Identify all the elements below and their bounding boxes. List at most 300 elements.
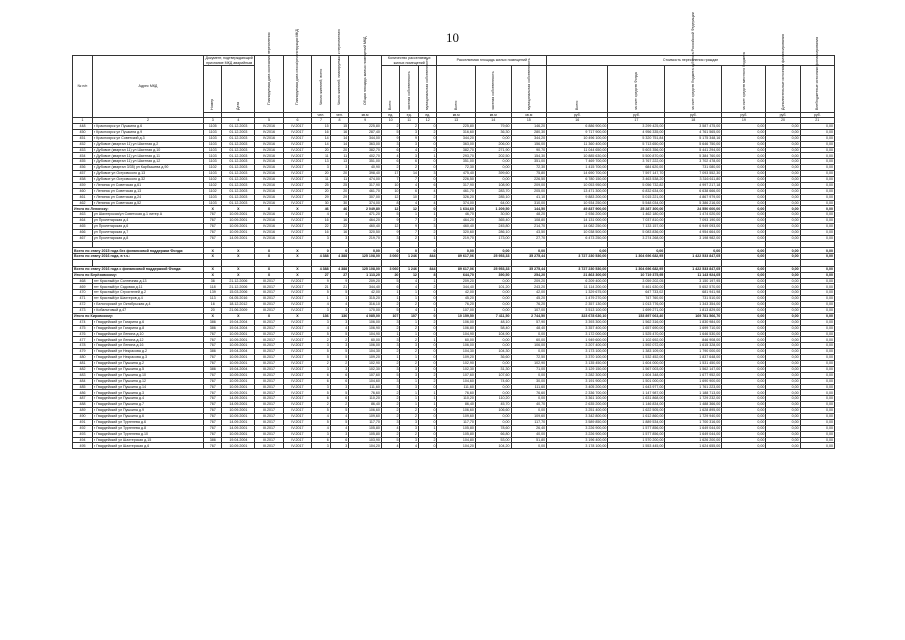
row-cell: 139 — [203, 290, 222, 296]
row-cell: IV.2017 — [283, 361, 311, 367]
row-cell: 3 207 400,00 — [547, 343, 608, 349]
row-cell: 0,00 — [766, 182, 800, 188]
row-cell: 72,30 — [511, 165, 547, 171]
subtotal-cell: 46 — [312, 206, 331, 212]
row-cell: 106,00 — [349, 343, 382, 349]
row-cell: 0,00 — [766, 361, 800, 367]
row-cell: 104,90 — [437, 331, 475, 337]
row-cell: 109,60 — [511, 414, 547, 420]
empty-cell — [547, 241, 608, 248]
row-cell: 0,00 — [766, 349, 800, 355]
subtotal-cell: 46 — [330, 206, 349, 212]
row-number: 479 — [73, 349, 93, 355]
subtotal-cell: 0,00 — [722, 206, 766, 212]
row-cell: 0,00 — [800, 325, 834, 331]
row-cell: 21.12.2006 — [222, 278, 255, 284]
row-cell: 315,20 — [349, 296, 382, 302]
row-cell: 104,60 — [437, 378, 475, 384]
row-cell: 0,00 — [800, 408, 834, 414]
row-number: 485 — [73, 384, 93, 390]
row-cell: 0 — [418, 443, 437, 449]
row-cell: 767 — [203, 331, 222, 337]
row-cell: 4 — [400, 200, 419, 206]
row-cell: 0 — [418, 302, 437, 308]
column-number: 13 — [437, 118, 475, 124]
row-cell: 767 — [203, 372, 222, 378]
row-cell: 9 — [330, 278, 349, 284]
row-cell: IV.2017 — [283, 218, 311, 224]
row-cell: 01.12.2003 — [222, 141, 255, 147]
row-cell: 0,00 — [766, 290, 800, 296]
row-cell: 0,00 — [722, 408, 766, 414]
empty-cell — [312, 260, 331, 267]
row-cell: 111,60 — [437, 384, 475, 390]
subtotal-cell: 11 143 924,05 — [665, 272, 722, 278]
subtotal-cell: 2 049,80 — [349, 206, 382, 212]
row-cell: 64,00 — [475, 200, 511, 206]
row-cell: 767 — [203, 425, 222, 431]
row-cell: III.2017 — [255, 337, 283, 343]
column-number: 7 — [312, 118, 331, 124]
row-cell: IV.2017 — [283, 349, 311, 355]
row-cell: 3 282 300,00 — [547, 372, 608, 378]
unit-people: чел. — [312, 112, 331, 118]
row-cell: 104,20 — [437, 443, 475, 449]
row-cell: III.2017 — [255, 384, 283, 390]
row-cell: 11 — [312, 153, 331, 159]
row-cell: 6 — [400, 159, 419, 165]
row-cell: 1 949 600,00 — [547, 337, 608, 343]
row-cell: 5 — [312, 355, 331, 361]
row-cell: 0,00 — [722, 402, 766, 408]
empty-cell — [203, 241, 222, 248]
row-cell: 1 — [418, 212, 437, 218]
row-cell: 45,20 — [511, 296, 547, 302]
row-cell: 71,00 — [511, 366, 547, 372]
row-cell: 0,00 — [800, 378, 834, 384]
row-address: г Дубовое (квартал 3/35) ул Карбышева д.90 — [92, 165, 203, 171]
row-address: г Ленинск ул Советская д.24 — [92, 194, 203, 200]
row-number: 492 — [73, 425, 93, 431]
row-cell: 31,30 — [475, 366, 511, 372]
row-cell: 3 — [312, 443, 331, 449]
row-number: 453 — [73, 147, 93, 153]
row-cell: 0,00 — [766, 343, 800, 349]
row-cell: 14.09.2001 — [222, 419, 255, 425]
row-cell: 0,00 — [722, 123, 766, 129]
row-cell: 170,00 — [349, 307, 382, 313]
row-cell: 3 — [400, 141, 419, 147]
row-cell: 0,00 — [800, 414, 834, 420]
row-address: г Дубовое (квартал 11) ул Шахтная д.10 — [92, 147, 203, 153]
row-cell: IV.2017 — [283, 235, 311, 241]
empty-cell — [608, 241, 665, 248]
row-cell: 3 316 611,80 — [665, 176, 722, 182]
unit-m2: кв.м — [475, 112, 511, 118]
row-cell: 20 — [312, 188, 331, 194]
row-cell: IV.2016 — [255, 129, 283, 135]
row-cell: 106,00 — [437, 343, 475, 349]
row-cell: 6 — [312, 372, 331, 378]
row-number: 451 — [73, 135, 93, 141]
row-cell: 40,00 — [511, 431, 547, 437]
row-cell: IV.2016 — [255, 171, 283, 177]
row-cell: 0,00 — [766, 218, 800, 224]
row-cell: 72,50 — [511, 355, 547, 361]
row-address: ул Пролетарская д.8 — [92, 235, 203, 241]
row-address: г Гвардейский ул Пушкина д.3 — [92, 390, 203, 396]
subtotal-cell: 1 634,60 — [437, 206, 475, 212]
row-cell: 0,00 — [800, 366, 834, 372]
row-cell: 317,90 — [437, 182, 475, 188]
subtotal-label: Всего по этапу 2016 года, в т.ч.: — [73, 254, 204, 260]
row-cell: 3 — [330, 384, 349, 390]
row-cell: 146,20 — [511, 123, 547, 129]
row-cell: 0,00 — [475, 290, 511, 296]
row-number: 462 — [73, 200, 93, 206]
row-cell: 11 — [330, 153, 349, 159]
row-cell: 14 — [330, 141, 349, 147]
row-cell: 1 690 900,00 — [665, 378, 722, 384]
row-cell: 10 — [381, 182, 400, 188]
document-sheet — [72, 12, 835, 449]
row-cell: 0,00 — [800, 372, 834, 378]
row-cell: 219,70 — [349, 235, 382, 241]
subtotal-cell: 107 — [400, 313, 419, 319]
row-cell: 0 — [418, 159, 437, 165]
subtotal-cell: X — [222, 313, 255, 319]
row-cell: 1 — [312, 296, 331, 302]
row-address: г Ленинск ул Советская д.13 — [92, 188, 203, 194]
row-cell: 471,20 — [349, 212, 382, 218]
empty-cell — [381, 241, 400, 248]
row-cell: 0,00 — [475, 165, 511, 171]
row-cell: 1 — [400, 390, 419, 396]
row-number: 459 — [73, 182, 93, 188]
row-cell: 154,30 — [511, 153, 547, 159]
subtotal-cell: 254,20 — [511, 272, 547, 278]
row-cell: 1 649 044,00 — [665, 425, 722, 431]
row-cell: 1 761 223,00 — [665, 384, 722, 390]
table-body — [73, 123, 835, 448]
row-cell: 104,30 — [437, 349, 475, 355]
subtotal-cell: 12 — [400, 272, 419, 278]
row-cell: 286,10 — [475, 230, 511, 236]
row-cell: 102,90 — [437, 361, 475, 367]
row-cell: 0,00 — [766, 419, 800, 425]
row-cell: 316,10 — [349, 302, 382, 308]
row-cell: 0,00 — [475, 159, 511, 165]
subtotal-cell: 0,00 — [349, 248, 382, 254]
row-cell: 0,00 — [766, 302, 800, 308]
row-cell: 1 577 856,00 — [608, 425, 665, 431]
subtotal-cell: X — [283, 206, 311, 212]
row-cell: 0,00 — [722, 361, 766, 367]
subtotal-cell: X — [203, 206, 222, 212]
subtotal-cell: 3 727 230 530,00 — [547, 254, 608, 260]
row-cell: 4 — [312, 325, 331, 331]
row-cell: 7 093 552,30 — [665, 171, 722, 177]
row-cell: IV.2017 — [283, 396, 311, 402]
row-cell: 11 360 400,00 — [547, 141, 608, 147]
row-number: 466 — [73, 230, 93, 236]
row-cell: 01.12.2003 — [222, 176, 255, 182]
column-number: 6 — [283, 118, 311, 124]
row-cell: 104,60 — [349, 378, 382, 384]
row-cell: 53,00 — [475, 437, 511, 443]
subtotal-cell: 0,00 — [437, 248, 475, 254]
row-address: г Красноярск ул Пушкина д.9 — [92, 129, 203, 135]
row-cell: 767 — [203, 414, 222, 420]
row-cell: 19.04.2004 — [222, 349, 255, 355]
row-cell: 1103 — [203, 135, 222, 141]
row-cell: 1 — [330, 296, 349, 302]
empty-cell — [511, 260, 547, 267]
row-cell: 108,90 — [475, 182, 511, 188]
row-cell: 3 393 300,00 — [547, 319, 608, 325]
row-cell: 3 357 400,00 — [547, 325, 608, 331]
row-cell: 1103 — [203, 129, 222, 135]
row-cell: 3 — [312, 235, 331, 241]
row-address: г Дубовое (квартал 11) ул Шахтная д.11 — [92, 153, 203, 159]
row-cell: 1 — [381, 290, 400, 296]
row-cell: 0,00 — [800, 141, 834, 147]
row-cell: 117,70 — [437, 419, 475, 425]
row-cell: 225,80 — [437, 123, 475, 129]
row-cell: 5 — [312, 419, 331, 425]
row-cell: 0,00 — [766, 296, 800, 302]
row-cell: IV.2017 — [283, 408, 311, 414]
row-cell: 9 883 200,00 — [547, 194, 608, 200]
row-cell: 767 — [203, 212, 222, 218]
row-cell: 1 562 147,00 — [665, 366, 722, 372]
row-cell: 0,00 — [800, 331, 834, 337]
row-cell: 3 178 100,00 — [547, 443, 608, 449]
row-cell: 386 — [203, 349, 222, 355]
row-cell: 2 — [381, 402, 400, 408]
row-cell: 5 — [330, 331, 349, 337]
empty-cell — [203, 260, 222, 267]
row-cell: IV.2017 — [283, 284, 311, 290]
row-cell: 0,00 — [475, 361, 511, 367]
row-cell: 0,00 — [766, 235, 800, 241]
row-cell: 109,60 — [437, 414, 475, 420]
row-cell: 399,60 — [475, 171, 511, 177]
row-cell: 3 — [330, 307, 349, 313]
subtotal-cell: X — [222, 254, 255, 260]
row-cell: 01.12.2003 — [222, 188, 255, 194]
column-number: 4 — [222, 118, 255, 124]
row-cell: 4 — [312, 425, 331, 431]
row-cell: 76,20 — [437, 302, 475, 308]
row-address: г Гвардейский ул Пушкина д.5 — [92, 366, 203, 372]
row-cell: 2 — [400, 431, 419, 437]
row-cell: IV.2016 — [255, 218, 283, 224]
row-cell: 3 — [312, 307, 331, 313]
row-cell: IV.2017 — [283, 296, 311, 302]
row-cell: 6 — [381, 284, 400, 290]
row-cell: 0,00 — [766, 384, 800, 390]
row-cell: 3 — [381, 384, 400, 390]
row-cell: 0,00 — [766, 355, 800, 361]
row-cell: 0,00 — [766, 402, 800, 408]
row-cell: 1 — [400, 402, 419, 408]
row-cell: IV.2017 — [283, 194, 311, 200]
column-number: 12 — [418, 118, 437, 124]
row-cell: 2 — [381, 431, 400, 437]
empty-cell — [766, 260, 800, 267]
row-cell: 2 — [418, 437, 437, 443]
row-number: 477 — [73, 337, 93, 343]
row-cell: 0,00 — [722, 319, 766, 325]
row-cell: 10 — [400, 194, 419, 200]
row-cell: 461,70 — [437, 188, 475, 194]
row-cell: 4 — [400, 278, 419, 284]
row-cell: 0,00 — [475, 278, 511, 284]
row-cell: 111,60 — [349, 384, 382, 390]
row-cell: 01.12.2003 — [222, 135, 255, 141]
row-cell: 30 — [330, 200, 349, 206]
subtotal-cell: 4 388 — [312, 254, 331, 260]
row-cell: 0,00 — [722, 325, 766, 331]
row-cell: IV.2017 — [283, 212, 311, 218]
row-cell: 1 147 987,00 — [608, 390, 665, 396]
subtotal-cell: 0 — [400, 248, 419, 254]
empty-cell — [800, 260, 834, 267]
row-number: 470 — [73, 290, 93, 296]
row-cell: 5 056 732,82 — [608, 182, 665, 188]
row-cell: III.2017 — [255, 414, 283, 420]
row-cell: 2 — [381, 349, 400, 355]
subtotal-cell: 0,00 — [722, 254, 766, 260]
subtotal-cell: 0 — [312, 248, 331, 254]
row-address: г Гвардейский ул Пушкина д.14 — [92, 384, 203, 390]
row-cell: 5 548 034,00 — [608, 200, 665, 206]
row-cell: 206,00 — [475, 141, 511, 147]
row-cell: IV.2017 — [283, 176, 311, 182]
empty-cell — [349, 241, 382, 248]
row-number: 461 — [73, 194, 93, 200]
row-cell: IV.2017 — [283, 182, 311, 188]
row-cell: III.2017 — [255, 419, 283, 425]
row-cell: 5 — [381, 437, 400, 443]
row-address: пгт Красный/ул Садовая д.11 — [92, 284, 203, 290]
row-cell: 3 — [381, 343, 400, 349]
row-cell: 13 471 300,00 — [547, 188, 608, 194]
row-cell: IV.2017 — [283, 290, 311, 296]
column-number: 1 — [73, 118, 93, 124]
row-cell: IV.2017 — [283, 165, 311, 171]
row-cell: 19.04.2004 — [222, 437, 255, 443]
row-cell: 3 — [400, 129, 419, 135]
subtotal-cell: 25 953,33 — [475, 254, 511, 260]
row-cell: IV.2016 — [255, 147, 283, 153]
row-cell: 51,80 — [511, 437, 547, 443]
row-cell: 0,00 — [722, 284, 766, 290]
subtotal-cell: 3 060 — [381, 266, 400, 272]
row-cell: 0,00 — [722, 200, 766, 206]
empty-cell — [547, 260, 608, 267]
subtotal-cell: 1 304 696 682,95 — [608, 254, 665, 260]
row-cell: 0,00 — [722, 171, 766, 177]
table-row — [73, 443, 835, 449]
row-cell: 0,00 — [766, 188, 800, 194]
spacer-row — [73, 260, 835, 267]
row-cell: 0,00 — [800, 396, 834, 402]
row-cell: 74,60 — [475, 378, 511, 384]
row-cell: 0,00 — [800, 218, 834, 224]
row-cell: 2 — [400, 361, 419, 367]
row-cell: 2 — [381, 165, 400, 171]
row-cell: 106,00 — [437, 319, 475, 325]
row-cell: 3 — [381, 337, 400, 343]
row-number: 480 — [73, 355, 93, 361]
row-cell: 209,20 — [349, 278, 382, 284]
row-number: 494 — [73, 437, 93, 443]
row-cell: III.2017 — [255, 390, 283, 396]
row-cell: 107,60 — [349, 372, 382, 378]
row-cell: 27,70 — [511, 235, 547, 241]
row-cell: 0,00 — [766, 224, 800, 230]
row-cell: 9 — [400, 224, 419, 230]
subtotal-cell: 0,00 — [547, 248, 608, 254]
subtotal-cell: 4 388 — [330, 254, 349, 260]
row-number: 467 — [73, 235, 93, 241]
row-cell: IV.2017 — [283, 437, 311, 443]
row-cell: 1 329 675,00 — [547, 290, 608, 296]
empty-cell — [330, 260, 349, 267]
row-cell: 4 — [381, 425, 400, 431]
row-cell: 0,00 — [511, 372, 547, 378]
row-address: г Гвардейский ул Некрасова д.3 — [92, 355, 203, 361]
subtotal-cell: 10 159,50 — [437, 313, 475, 319]
row-cell: 5 — [312, 408, 331, 414]
row-cell: III.2017 — [255, 425, 283, 431]
subtotal-cell: 1 422 533 847,05 — [665, 254, 722, 260]
row-cell: 0,00 — [766, 437, 800, 443]
row-cell: 5 — [330, 390, 349, 396]
row-address: г Красноярск ул Советский д.3 — [92, 135, 203, 141]
row-cell: 10.09.2001 — [222, 390, 255, 396]
empty-cell — [330, 241, 349, 248]
subtotal-cell: 0 — [418, 248, 437, 254]
row-address: ул Пролетарская д.7 — [92, 230, 203, 236]
row-cell: 102,90 — [511, 361, 547, 367]
subtotal-cell: 10 719 375,95 — [608, 272, 665, 278]
row-cell: 0,00 — [766, 319, 800, 325]
row-cell: 42,00 — [349, 290, 382, 296]
row-cell: 0,00 — [722, 141, 766, 147]
row-cell: 2 — [418, 218, 437, 224]
unit-ed: ед. — [418, 112, 437, 118]
row-cell: 0,00 — [800, 147, 834, 153]
subtotal-cell: 0,00 — [766, 313, 800, 319]
row-cell: 767 — [203, 443, 222, 449]
subtotal-cell: 4 388 — [330, 266, 349, 272]
row-cell: 0 — [418, 349, 437, 355]
row-cell: 0,00 — [766, 331, 800, 337]
row-cell: 0,00 — [722, 419, 766, 425]
row-address: г Гвардейский ул Тургенева д.8 — [92, 425, 203, 431]
row-cell: 4 — [400, 443, 419, 449]
header-no: № п/п — [73, 56, 93, 118]
row-number: 457 — [73, 171, 93, 177]
row-cell: 1 612 860,00 — [608, 414, 665, 420]
row-address: г Гвардейский ул Пушкина д.6 — [92, 414, 203, 420]
row-cell: 66,80 — [475, 431, 511, 437]
row-address: г Гвардейский ул Пушкина д.9 — [92, 408, 203, 414]
row-cell: 731 510,00 — [665, 296, 722, 302]
